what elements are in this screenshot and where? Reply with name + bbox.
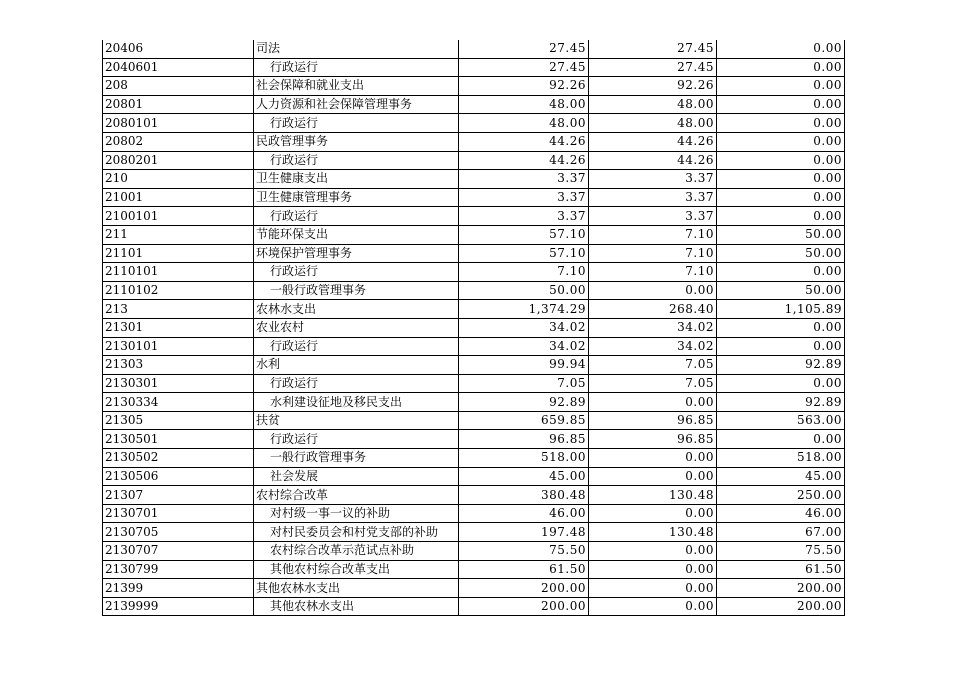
cell-code: 21001 xyxy=(103,188,254,207)
cell-project: 563.00 xyxy=(717,411,845,430)
cell-code: 2130502 xyxy=(103,449,254,468)
cell-basic: 130.48 xyxy=(589,523,717,542)
cell-total: 518.00 xyxy=(459,449,589,468)
table-row xyxy=(103,300,845,319)
cell-name-text: 社会发展 xyxy=(270,468,319,483)
cell-name-text: 对村民委员会和村党支部的补助 xyxy=(270,524,439,539)
cell-code: 2130301 xyxy=(103,374,254,393)
cell-basic: 7.10 xyxy=(589,263,717,282)
cell-code: 2130705 xyxy=(103,523,254,542)
cell-name-text: 一般行政管理事务 xyxy=(270,283,367,298)
cell-basic: 27.45 xyxy=(589,40,717,58)
cell-name xyxy=(254,281,459,300)
cell-basic: 7.10 xyxy=(589,244,717,263)
cell-project: 92.89 xyxy=(717,356,845,375)
cell-project: 50.00 xyxy=(717,225,845,244)
cell-total: 48.00 xyxy=(459,95,589,114)
cell-name-text: 其他农村综合改革支出 xyxy=(270,561,391,576)
cell-total: 57.10 xyxy=(459,244,589,263)
cell-total: 200.00 xyxy=(459,597,589,616)
cell-name xyxy=(254,449,459,468)
table-row xyxy=(103,430,845,449)
cell-project: 0.00 xyxy=(717,132,845,151)
cell-name-text: 其他农林水支出 xyxy=(256,580,341,595)
cell-name-text: 行政运行 xyxy=(270,115,319,130)
cell-code: 2130701 xyxy=(103,504,254,523)
table-row xyxy=(103,542,845,561)
cell-name xyxy=(254,58,459,77)
cell-total: 3.37 xyxy=(459,207,589,226)
cell-project: 0.00 xyxy=(717,207,845,226)
cell-project: 518.00 xyxy=(717,449,845,468)
cell-basic: 96.85 xyxy=(589,411,717,430)
cell-code: 2040601 xyxy=(103,58,254,77)
cell-code: 21307 xyxy=(103,486,254,505)
cell-name xyxy=(254,597,459,616)
cell-code: 2130501 xyxy=(103,430,254,449)
cell-name xyxy=(254,132,459,151)
table-row xyxy=(103,523,845,542)
cell-name xyxy=(254,263,459,282)
budget-table xyxy=(102,40,845,616)
cell-total: 3.37 xyxy=(459,170,589,189)
cell-name xyxy=(254,374,459,393)
cell-total: 34.02 xyxy=(459,318,589,337)
cell-project: 0.00 xyxy=(717,58,845,77)
cell-basic: 7.10 xyxy=(589,225,717,244)
cell-name xyxy=(254,318,459,337)
cell-basic: 27.45 xyxy=(589,58,717,77)
cell-project: 0.00 xyxy=(717,77,845,96)
cell-name-text: 水利建设征地及移民支出 xyxy=(270,394,403,409)
cell-name xyxy=(254,411,459,430)
cell-name xyxy=(254,542,459,561)
cell-basic: 34.02 xyxy=(589,337,717,356)
table-row xyxy=(103,579,845,598)
cell-name xyxy=(254,579,459,598)
cell-basic: 0.00 xyxy=(589,467,717,486)
cell-name-text: 行政运行 xyxy=(270,59,319,74)
cell-total: 197.48 xyxy=(459,523,589,542)
cell-total: 92.89 xyxy=(459,393,589,412)
cell-name-text: 农业农村 xyxy=(256,320,305,335)
cell-name-text: 其他农林水支出 xyxy=(270,599,355,614)
cell-basic: 48.00 xyxy=(589,95,717,114)
cell-total: 3.37 xyxy=(459,188,589,207)
cell-basic: 3.37 xyxy=(589,188,717,207)
cell-basic: 3.37 xyxy=(589,207,717,226)
table-row xyxy=(103,467,845,486)
cell-name-text: 扶贫 xyxy=(256,413,281,428)
table-row xyxy=(103,356,845,375)
cell-name-text: 司法 xyxy=(256,41,281,56)
cell-name xyxy=(254,188,459,207)
table-row xyxy=(103,411,845,430)
cell-name xyxy=(254,244,459,263)
cell-project: 61.50 xyxy=(717,560,845,579)
table-row xyxy=(103,393,845,412)
cell-basic: 3.37 xyxy=(589,170,717,189)
cell-code: 21305 xyxy=(103,411,254,430)
cell-project: 46.00 xyxy=(717,504,845,523)
table-row xyxy=(103,151,845,170)
table-row xyxy=(103,337,845,356)
cell-basic: 0.00 xyxy=(589,449,717,468)
cell-project: 200.00 xyxy=(717,579,845,598)
cell-basic: 0.00 xyxy=(589,542,717,561)
cell-name-text: 行政运行 xyxy=(270,338,319,353)
cell-name-text: 农村综合改革 xyxy=(256,487,329,502)
cell-code: 20802 xyxy=(103,132,254,151)
cell-project: 67.00 xyxy=(717,523,845,542)
cell-basic: 44.26 xyxy=(589,151,717,170)
cell-project: 0.00 xyxy=(717,95,845,114)
cell-basic: 0.00 xyxy=(589,560,717,579)
cell-name-text: 卫生健康管理事务 xyxy=(256,190,353,205)
cell-basic: 48.00 xyxy=(589,114,717,133)
cell-project: 92.89 xyxy=(717,393,845,412)
cell-project: 200.00 xyxy=(717,597,845,616)
table-row xyxy=(103,318,845,337)
cell-code: 21399 xyxy=(103,579,254,598)
cell-project: 1,105.89 xyxy=(717,300,845,319)
cell-code: 2110101 xyxy=(103,263,254,282)
cell-project: 50.00 xyxy=(717,244,845,263)
cell-code: 2130799 xyxy=(103,560,254,579)
cell-project: 50.00 xyxy=(717,281,845,300)
table-row xyxy=(103,132,845,151)
cell-code: 20801 xyxy=(103,95,254,114)
cell-basic: 7.05 xyxy=(589,356,717,375)
cell-project: 0.00 xyxy=(717,170,845,189)
cell-project: 0.00 xyxy=(717,374,845,393)
cell-project: 0.00 xyxy=(717,188,845,207)
cell-name-text: 农村综合改革示范试点补助 xyxy=(270,543,415,558)
table-row xyxy=(103,95,845,114)
cell-name xyxy=(254,337,459,356)
cell-project: 0.00 xyxy=(717,40,845,58)
cell-total: 61.50 xyxy=(459,560,589,579)
cell-name xyxy=(254,151,459,170)
cell-total: 27.45 xyxy=(459,40,589,58)
cell-total: 27.45 xyxy=(459,58,589,77)
cell-total: 50.00 xyxy=(459,281,589,300)
cell-name xyxy=(254,77,459,96)
cell-basic: 44.26 xyxy=(589,132,717,151)
cell-name xyxy=(254,393,459,412)
cell-total: 46.00 xyxy=(459,504,589,523)
cell-name xyxy=(254,430,459,449)
table-row xyxy=(103,40,845,58)
table-row xyxy=(103,244,845,263)
cell-basic: 0.00 xyxy=(589,393,717,412)
cell-total: 44.26 xyxy=(459,151,589,170)
cell-name-text: 一般行政管理事务 xyxy=(270,450,367,465)
cell-code: 2130707 xyxy=(103,542,254,561)
cell-basic: 0.00 xyxy=(589,504,717,523)
cell-code: 2110102 xyxy=(103,281,254,300)
cell-code: 2130101 xyxy=(103,337,254,356)
table-row xyxy=(103,374,845,393)
cell-name xyxy=(254,170,459,189)
cell-name-text: 人力资源和社会保障管理事务 xyxy=(256,97,413,112)
cell-basic: 0.00 xyxy=(589,281,717,300)
cell-code: 2100101 xyxy=(103,207,254,226)
cell-total: 1,374.29 xyxy=(459,300,589,319)
cell-total: 659.85 xyxy=(459,411,589,430)
table-row xyxy=(103,560,845,579)
cell-total: 96.85 xyxy=(459,430,589,449)
table-row xyxy=(103,114,845,133)
cell-total: 7.05 xyxy=(459,374,589,393)
budget-table-body xyxy=(103,40,845,616)
cell-code: 21301 xyxy=(103,318,254,337)
table-row xyxy=(103,77,845,96)
cell-basic: 34.02 xyxy=(589,318,717,337)
cell-name xyxy=(254,95,459,114)
table-row xyxy=(103,188,845,207)
table-row xyxy=(103,597,845,616)
cell-name xyxy=(254,560,459,579)
cell-name-text: 民政管理事务 xyxy=(256,134,329,149)
cell-project: 250.00 xyxy=(717,486,845,505)
cell-code: 2080101 xyxy=(103,114,254,133)
cell-name xyxy=(254,504,459,523)
table-row xyxy=(103,504,845,523)
cell-total: 57.10 xyxy=(459,225,589,244)
cell-basic: 0.00 xyxy=(589,579,717,598)
cell-total: 92.26 xyxy=(459,77,589,96)
cell-code: 20406 xyxy=(103,40,254,58)
cell-name xyxy=(254,300,459,319)
table-row xyxy=(103,263,845,282)
cell-project: 0.00 xyxy=(717,151,845,170)
cell-name-text: 行政运行 xyxy=(270,375,319,390)
cell-code: 211 xyxy=(103,225,254,244)
table-row xyxy=(103,207,845,226)
table-row xyxy=(103,170,845,189)
cell-basic: 268.40 xyxy=(589,300,717,319)
cell-name-text: 行政运行 xyxy=(270,264,319,279)
cell-name-text: 行政运行 xyxy=(270,431,319,446)
cell-total: 380.48 xyxy=(459,486,589,505)
table-row xyxy=(103,281,845,300)
cell-total: 7.10 xyxy=(459,263,589,282)
cell-name xyxy=(254,225,459,244)
cell-project: 0.00 xyxy=(717,337,845,356)
cell-project: 0.00 xyxy=(717,263,845,282)
table-row xyxy=(103,486,845,505)
cell-code: 2139999 xyxy=(103,597,254,616)
cell-project: 45.00 xyxy=(717,467,845,486)
table-row xyxy=(103,58,845,77)
cell-total: 34.02 xyxy=(459,337,589,356)
cell-basic: 130.48 xyxy=(589,486,717,505)
cell-name xyxy=(254,207,459,226)
cell-code: 2080201 xyxy=(103,151,254,170)
cell-total: 200.00 xyxy=(459,579,589,598)
cell-name-text: 环境保护管理事务 xyxy=(256,245,353,260)
cell-project: 0.00 xyxy=(717,318,845,337)
cell-name-text: 农林水支出 xyxy=(256,301,317,316)
cell-project: 0.00 xyxy=(717,430,845,449)
cell-total: 45.00 xyxy=(459,467,589,486)
cell-project: 0.00 xyxy=(717,114,845,133)
cell-basic: 92.26 xyxy=(589,77,717,96)
cell-code: 210 xyxy=(103,170,254,189)
cell-name-text: 行政运行 xyxy=(270,208,319,223)
budget-table-container xyxy=(102,40,844,616)
cell-code: 2130334 xyxy=(103,393,254,412)
cell-total: 48.00 xyxy=(459,114,589,133)
table-row xyxy=(103,449,845,468)
cell-name-text: 对村级一事一议的补助 xyxy=(270,506,391,521)
cell-code: 21101 xyxy=(103,244,254,263)
cell-name-text: 节能环保支出 xyxy=(256,227,329,242)
cell-name-text: 社会保障和就业支出 xyxy=(256,78,365,93)
cell-project: 75.50 xyxy=(717,542,845,561)
cell-name xyxy=(254,486,459,505)
cell-name xyxy=(254,40,459,58)
cell-total: 99.94 xyxy=(459,356,589,375)
cell-code: 208 xyxy=(103,77,254,96)
cell-code: 213 xyxy=(103,300,254,319)
cell-basic: 0.00 xyxy=(589,597,717,616)
cell-name xyxy=(254,467,459,486)
cell-name-text: 水利 xyxy=(256,357,281,372)
cell-total: 44.26 xyxy=(459,132,589,151)
table-row xyxy=(103,225,845,244)
cell-name xyxy=(254,523,459,542)
cell-name-text: 行政运行 xyxy=(270,152,319,167)
cell-code: 21303 xyxy=(103,356,254,375)
cell-name xyxy=(254,114,459,133)
cell-basic: 96.85 xyxy=(589,430,717,449)
cell-code: 2130506 xyxy=(103,467,254,486)
cell-name-text: 卫生健康支出 xyxy=(256,171,329,186)
cell-basic: 7.05 xyxy=(589,374,717,393)
cell-total: 75.50 xyxy=(459,542,589,561)
cell-name xyxy=(254,356,459,375)
